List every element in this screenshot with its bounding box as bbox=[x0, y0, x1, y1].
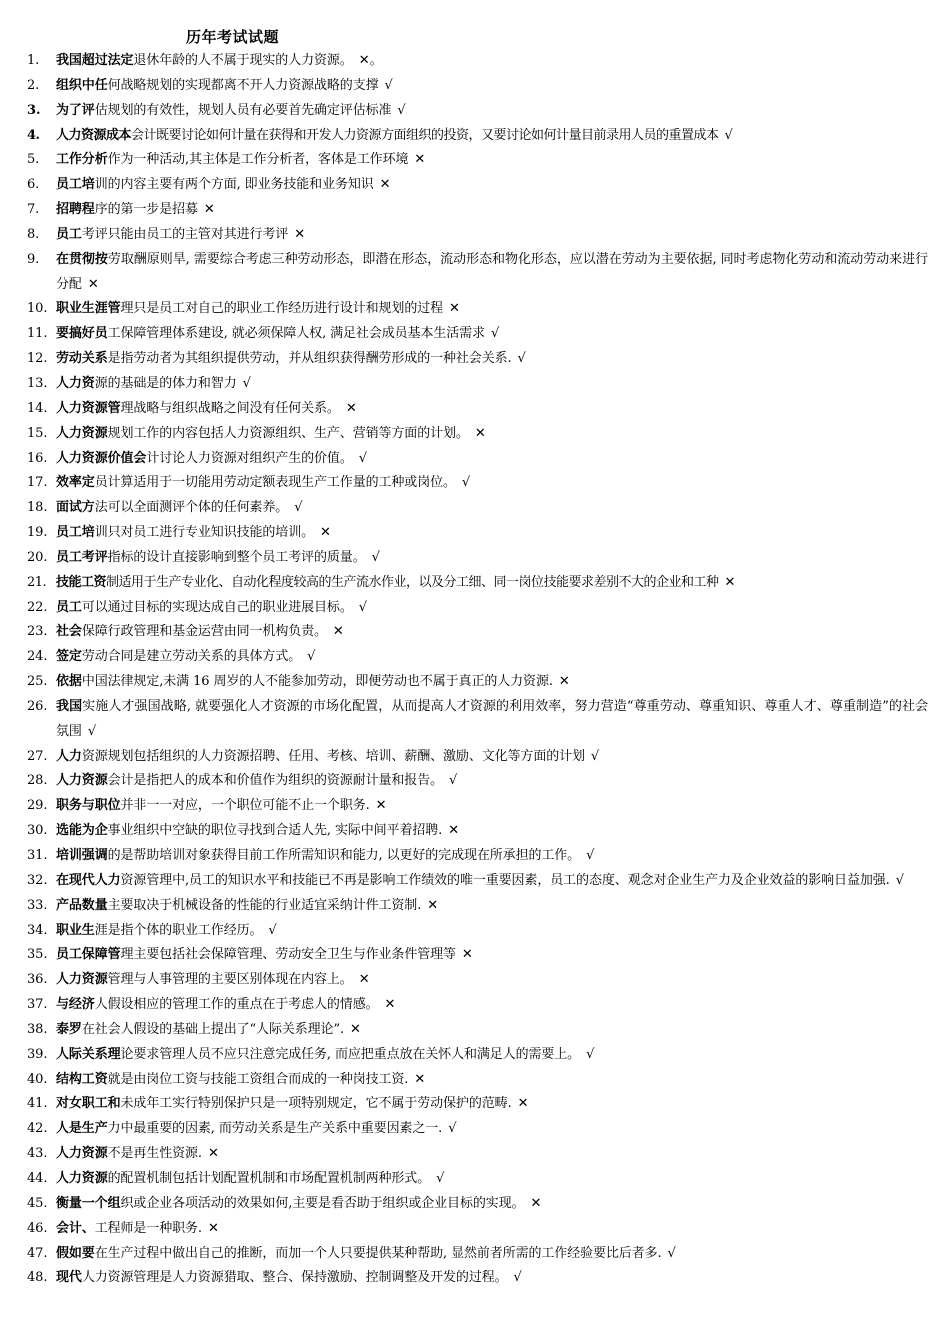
item-keyword: 要搞好员 bbox=[56, 326, 108, 342]
item-keyword: 员工 bbox=[56, 226, 82, 242]
item-text: 会计是指把人的成本和价值作为组织的资源耐计量和报告。 bbox=[107, 773, 444, 789]
list-item bbox=[0, 1217, 950, 1242]
cross-mark-icon: ✕ bbox=[384, 997, 396, 1013]
check-mark-icon: √ bbox=[517, 351, 526, 367]
item-keyword: 人力资源 bbox=[56, 1170, 108, 1186]
item-number: 17. bbox=[27, 475, 48, 491]
item-number: 18. bbox=[27, 500, 48, 516]
question-list bbox=[0, 49, 950, 1291]
item-text: 估规划的有效性，规划人员有必要首先确定评估标准 bbox=[94, 102, 392, 118]
list-item bbox=[0, 372, 950, 397]
check-mark-icon: √ bbox=[436, 1170, 445, 1186]
item-number: 19. bbox=[27, 525, 48, 541]
check-mark-icon: √ bbox=[490, 326, 500, 342]
item-number: 35. bbox=[27, 947, 48, 963]
item-text: 资源规划包括组织的人力资源招聘、任用、考核、培训、薪酬、激励、文化等方面的计划 bbox=[81, 748, 585, 764]
item-keyword: 社会 bbox=[56, 624, 82, 640]
list-item bbox=[0, 670, 950, 695]
check-mark-icon: √ bbox=[371, 549, 380, 565]
check-mark-icon: √ bbox=[461, 475, 471, 491]
item-keyword: 选能为企 bbox=[56, 823, 108, 839]
item-keyword: 衡量一个组 bbox=[56, 1195, 121, 1211]
item-text: 规划工作的内容包括人力资源组织、生产、营销等方面的计划。 bbox=[107, 425, 469, 441]
list-item bbox=[0, 1018, 950, 1043]
cross-mark-icon: ✕ bbox=[375, 798, 387, 814]
item-text: 劳动合同是建立劳动关系的具体方式。 bbox=[81, 649, 302, 665]
item-number: 4. bbox=[27, 127, 40, 143]
cross-mark-icon: ✕ bbox=[427, 897, 439, 913]
item-keyword: 技能工资 bbox=[56, 574, 107, 590]
list-item bbox=[0, 1043, 950, 1068]
item-keyword: 依据 bbox=[56, 674, 82, 690]
item-keyword: 假如要 bbox=[56, 1245, 95, 1261]
check-mark-icon: √ bbox=[586, 848, 595, 863]
item-keyword: 员工 bbox=[56, 599, 82, 615]
check-mark-icon: √ bbox=[87, 723, 96, 739]
item-keyword: 泰罗 bbox=[56, 1021, 82, 1037]
item-text: 就是由岗位工资与技能工资组合而成的一种岗技工资. bbox=[107, 1071, 409, 1087]
list-item bbox=[0, 919, 950, 944]
item-keyword: 组织中任 bbox=[56, 77, 108, 93]
check-mark-icon: √ bbox=[358, 450, 367, 466]
cross-mark-icon: ✕ bbox=[449, 301, 460, 317]
list-item bbox=[0, 968, 950, 993]
item-text: 指标的设计直接影响到整个员工考评的质量。 bbox=[107, 549, 366, 565]
item-keyword: 人力资源成本 bbox=[56, 127, 132, 143]
item-number: 29. bbox=[27, 798, 48, 814]
item-text: 可以通过目标的实现达成自己的职业进展目标。 bbox=[81, 599, 353, 615]
item-text: 的是帮助培训对象获得目前工作所需知识和能力, 以更好的完成现在所承担的工作。 bbox=[107, 848, 581, 863]
item-number: 34. bbox=[27, 922, 48, 938]
item-text: 未成年工实行特别保护只是一项特别规定，它不属于劳动保护的范畴. bbox=[120, 1096, 512, 1112]
list-item bbox=[0, 1242, 950, 1267]
item-number: 13. bbox=[27, 375, 48, 391]
item-keyword: 人力 bbox=[56, 748, 82, 764]
list-item bbox=[0, 1192, 950, 1217]
check-mark-icon: √ bbox=[724, 127, 733, 143]
item-number: 27. bbox=[27, 748, 48, 764]
list-item bbox=[0, 571, 950, 596]
item-keyword: 产品数量 bbox=[56, 897, 108, 913]
item-number: 38. bbox=[27, 1021, 48, 1037]
item-keyword: 人力资源 bbox=[56, 1146, 108, 1162]
list-item bbox=[0, 1142, 950, 1167]
list-item bbox=[0, 769, 950, 794]
item-text: 并非一一对应，一个职位可能不止一个职务. bbox=[120, 798, 370, 814]
item-number: 30. bbox=[27, 823, 48, 839]
list-item bbox=[0, 99, 950, 124]
list-item bbox=[0, 620, 950, 645]
item-number: 44. bbox=[27, 1170, 48, 1186]
item-keyword: 我国超过法定 bbox=[56, 53, 134, 68]
cross-mark-icon: ✕ bbox=[345, 400, 357, 416]
item-text: 员计算适用于一切能用劳动定额表现生产工作量的工种或岗位。 bbox=[94, 475, 456, 491]
item-number: 5. bbox=[27, 152, 40, 168]
item-text: 制适用于生产专业化、自动化程度较高的生产流水作业，以及分工细、同一岗位技能要求差别不大的企业和工种 bbox=[106, 574, 719, 590]
list-item bbox=[0, 124, 950, 149]
item-number: 26. bbox=[27, 698, 48, 714]
item-text: 源的基础是的体力和智力 bbox=[94, 375, 237, 391]
item-text: 理战略与组织战略之间没有任何关系。 bbox=[120, 400, 340, 416]
item-number: 41. bbox=[27, 1096, 48, 1112]
item-text: 实施人才强国战略, 就要强化人才资源的市场化配置，从而提高人才资源的利用效率，努力营造“尊重劳动、尊重知识、尊重人才、尊重制造”的社会氛围 bbox=[56, 698, 928, 739]
list-item bbox=[0, 546, 950, 571]
item-text: 织或企业各项活动的效果如何,主要是看否助于组织或企业目标的实现。 bbox=[120, 1195, 525, 1211]
item-text: 法可以全面测评个体的任何素养。 bbox=[94, 500, 289, 516]
item-number: 1. bbox=[27, 53, 40, 68]
item-text: 主要取决于机械设备的性能的行业适宜采纳计件工资制. bbox=[107, 897, 422, 913]
item-number: 33. bbox=[27, 897, 48, 913]
item-text: 训的内容主要有两个方面, 即业务技能和业务知识 bbox=[94, 177, 374, 193]
item-text: 人力资源管理是人力资源猎取、整合、保持激励、控制调整及开发的过程。 bbox=[81, 1270, 508, 1286]
cross-mark-icon: ✕ bbox=[461, 947, 473, 963]
item-number: 21. bbox=[27, 574, 47, 590]
item-number: 23. bbox=[27, 624, 48, 640]
item-text: 在社会人假设的基础上提出了“人际关系理论”. bbox=[81, 1021, 345, 1037]
item-keyword: 我国 bbox=[56, 698, 83, 714]
item-number: 28. bbox=[27, 773, 48, 789]
item-keyword: 人力资源 bbox=[56, 773, 108, 789]
item-number: 3. bbox=[27, 102, 41, 118]
list-item bbox=[0, 819, 950, 844]
cross-mark-icon: ✕ bbox=[558, 674, 570, 690]
cross-mark-icon: ✕。 bbox=[358, 53, 383, 68]
cross-mark-icon: ✕ bbox=[724, 574, 735, 590]
item-text: 力中最重要的因素, 而劳动关系是生产关系中重要因素之一. bbox=[107, 1121, 443, 1137]
list-item bbox=[0, 521, 950, 546]
list-item bbox=[0, 347, 950, 372]
item-number: 15. bbox=[27, 425, 48, 441]
item-keyword: 职业生 bbox=[56, 922, 95, 938]
list-item bbox=[0, 745, 950, 770]
list-item bbox=[0, 695, 950, 745]
item-keyword: 人力资源管 bbox=[56, 400, 121, 416]
item-keyword: 员工培 bbox=[56, 177, 95, 193]
item-text: 劳取酬原则旱, 需要综合考虑三种劳动形态，即潜在形态，流动形态和物化形态，应以潜在劳动为主要依据, 同时考虑物化劳动和流动劳动来进行分配 bbox=[56, 251, 928, 292]
page-title: 历年考试试题 bbox=[186, 28, 280, 46]
item-number: 36. bbox=[27, 972, 48, 988]
item-text: 保障行政管理和基金运营由同一机构负责。 bbox=[81, 624, 327, 640]
list-item bbox=[0, 422, 950, 447]
check-mark-icon: √ bbox=[449, 773, 458, 789]
item-keyword: 员工培 bbox=[56, 525, 95, 541]
item-text: 论要求管理人员不应只注意完成任务, 而应把重点放在关怀人和满足人的需要上。 bbox=[120, 1046, 581, 1062]
item-text: 退休年龄的人不属于现实的人力资源。 bbox=[133, 53, 353, 68]
item-keyword: 招聘程 bbox=[56, 202, 95, 218]
cross-mark-icon: ✕ bbox=[350, 1021, 361, 1037]
item-keyword: 人力资源 bbox=[56, 972, 108, 988]
item-keyword: 人是生产 bbox=[56, 1121, 108, 1137]
list-item bbox=[0, 645, 950, 670]
cross-mark-icon: ✕ bbox=[203, 202, 215, 218]
item-text: 计讨论人力资源对组织产生的价值。 bbox=[146, 450, 353, 466]
list-item bbox=[0, 1266, 950, 1291]
check-mark-icon: √ bbox=[307, 649, 316, 665]
item-keyword: 与经济 bbox=[56, 997, 95, 1013]
item-text: 工保障管理体系建设, 就必须保障人权, 满足社会成员基本生活需求 bbox=[107, 326, 485, 342]
item-number: 10. bbox=[27, 301, 48, 317]
item-text: 的配置机制包括计划配置机制和市场配置机制两种形式。 bbox=[107, 1170, 431, 1186]
item-text: 中国法律规定,未满 16 周岁的人不能参加劳动，即便劳动也不属于真正的人力资源. bbox=[81, 674, 553, 690]
item-keyword: 职务与职位 bbox=[56, 798, 121, 814]
item-number: 42. bbox=[27, 1121, 48, 1137]
check-mark-icon: √ bbox=[895, 872, 904, 888]
cross-mark-icon: ✕ bbox=[207, 1146, 219, 1162]
cross-mark-icon: ✕ bbox=[358, 972, 370, 988]
cross-mark-icon: ✕ bbox=[530, 1195, 542, 1211]
list-item bbox=[0, 993, 950, 1018]
item-keyword: 在现代人力 bbox=[56, 872, 121, 888]
item-number: 12. bbox=[27, 351, 48, 367]
item-text: 训只对员工进行专业知识技能的培训。 bbox=[94, 525, 315, 541]
item-text: 管理与人事管理的主要区别体现在内容上。 bbox=[107, 972, 353, 988]
item-text: 在生产过程中做出自己的推断，而加一个人只要提供某种帮助, 显然前者所需的工作经验要比后者多. bbox=[94, 1245, 662, 1261]
item-keyword: 效率定 bbox=[56, 475, 95, 491]
list-item bbox=[0, 322, 950, 347]
check-mark-icon: √ bbox=[358, 599, 367, 615]
item-keyword: 人力资源 bbox=[56, 425, 108, 441]
item-keyword: 对女职工和 bbox=[56, 1096, 121, 1112]
list-item bbox=[0, 596, 950, 621]
list-item bbox=[0, 794, 950, 819]
item-text: 序的第一步是招募 bbox=[94, 202, 198, 218]
check-mark-icon: √ bbox=[384, 77, 393, 93]
list-item bbox=[0, 1068, 950, 1093]
check-mark-icon: √ bbox=[448, 1121, 457, 1137]
item-number: 2. bbox=[27, 77, 40, 93]
cross-mark-icon: ✕ bbox=[332, 624, 344, 640]
list-item bbox=[0, 496, 950, 521]
cross-mark-icon: ✕ bbox=[448, 823, 460, 839]
item-number: 9. bbox=[27, 251, 40, 267]
cross-mark-icon: ✕ bbox=[379, 177, 391, 193]
item-keyword: 结构工资 bbox=[56, 1071, 108, 1087]
item-number: 46. bbox=[27, 1220, 48, 1236]
item-text: 不是再生性资源. bbox=[107, 1146, 202, 1162]
item-text: 理只是员工对自己的职业工作经历进行设计和规划的过程 bbox=[120, 301, 444, 317]
item-number: 45. bbox=[27, 1195, 48, 1211]
list-item bbox=[0, 894, 950, 919]
list-item bbox=[0, 844, 950, 869]
item-number: 6. bbox=[27, 177, 40, 193]
list-item bbox=[0, 74, 950, 99]
cross-mark-icon: ✕ bbox=[517, 1096, 529, 1112]
list-item bbox=[0, 297, 950, 322]
check-mark-icon: √ bbox=[590, 748, 600, 764]
check-mark-icon: √ bbox=[294, 500, 303, 516]
item-text: 是指劳动者为其组织提供劳动，并从组织获得酬劳形成的一种社会关系. bbox=[107, 351, 512, 367]
item-number: 37. bbox=[27, 997, 48, 1013]
list-item bbox=[0, 471, 950, 496]
item-number: 25. bbox=[27, 674, 48, 690]
list-item bbox=[0, 869, 950, 894]
cross-mark-icon: ✕ bbox=[414, 152, 426, 168]
item-text: 作为一种活动,其主体是工作分析者，客体是工作环境 bbox=[107, 152, 409, 168]
check-mark-icon: √ bbox=[268, 922, 277, 938]
item-number: 8. bbox=[27, 226, 40, 242]
check-mark-icon: √ bbox=[513, 1270, 522, 1286]
item-keyword: 员工保障管 bbox=[56, 947, 121, 963]
item-keyword: 会计、 bbox=[56, 1220, 95, 1236]
list-item bbox=[0, 148, 950, 173]
list-item bbox=[0, 943, 950, 968]
list-item bbox=[0, 173, 950, 198]
item-text: 理主要包括社会保障管理、劳动安全卫生与作业条件管理等 bbox=[120, 947, 456, 963]
item-keyword: 人际关系理 bbox=[56, 1046, 121, 1062]
list-item bbox=[0, 447, 950, 472]
item-keyword: 为了评 bbox=[56, 102, 95, 118]
item-keyword: 签定 bbox=[56, 649, 82, 665]
item-number: 47. bbox=[27, 1245, 48, 1261]
cross-mark-icon: ✕ bbox=[294, 226, 306, 242]
list-item bbox=[0, 397, 950, 422]
item-keyword: 人力资 bbox=[56, 375, 95, 391]
list-item bbox=[0, 223, 950, 248]
item-number: 31. bbox=[27, 848, 48, 863]
item-number: 24. bbox=[27, 649, 48, 665]
check-mark-icon: √ bbox=[586, 1046, 595, 1062]
item-number: 14. bbox=[27, 400, 48, 416]
item-text: 涯是指个体的职业工作经历。 bbox=[94, 922, 263, 938]
item-keyword: 人力资源价值会 bbox=[56, 450, 147, 466]
list-item bbox=[0, 248, 950, 298]
item-number: 39. bbox=[27, 1046, 48, 1062]
list-item bbox=[0, 198, 950, 223]
check-mark-icon: √ bbox=[242, 375, 251, 391]
cross-mark-icon: ✕ bbox=[87, 276, 99, 292]
item-number: 7. bbox=[27, 202, 40, 218]
item-number: 48. bbox=[27, 1270, 48, 1286]
item-text: 工程师是一种职务. bbox=[94, 1220, 202, 1236]
item-keyword: 员工考评 bbox=[56, 549, 108, 565]
item-text: 会计既要讨论如何计量在获得和开发人力资源方面组织的投资，又要讨论如何计量目前录用人员的重置成本 bbox=[131, 127, 719, 143]
list-item bbox=[0, 1117, 950, 1142]
item-number: 11. bbox=[27, 326, 48, 342]
item-text: 事业组织中空缺的职位寻找到合适人先, 实际中间平着招聘. bbox=[107, 823, 443, 839]
check-mark-icon: √ bbox=[667, 1245, 676, 1261]
cross-mark-icon: ✕ bbox=[207, 1220, 219, 1236]
item-text: 人假设相应的管理工作的重点在于考虑人的情感。 bbox=[94, 997, 379, 1013]
cross-mark-icon: ✕ bbox=[474, 425, 486, 441]
item-text: 资源管理中,员工的知识水平和技能已不再是影响工作绩效的唯一重要因素，员工的态度、观念对企业生产力及企业效益的影响日益加强. bbox=[120, 872, 890, 888]
cross-mark-icon: ✕ bbox=[414, 1071, 426, 1087]
item-number: 22. bbox=[27, 599, 48, 615]
item-number: 40. bbox=[27, 1071, 48, 1087]
cross-mark-icon: ✕ bbox=[320, 525, 331, 541]
list-item bbox=[0, 1092, 950, 1117]
list-item bbox=[0, 1167, 950, 1192]
item-keyword: 劳动关系 bbox=[56, 351, 108, 367]
item-keyword: 面试方 bbox=[56, 500, 95, 516]
item-number: 43. bbox=[27, 1146, 48, 1162]
list-item bbox=[0, 49, 950, 74]
item-text: 考评只能由员工的主管对其进行考评 bbox=[81, 226, 289, 242]
item-keyword: 工作分析 bbox=[56, 152, 108, 168]
item-keyword: 职业生涯管 bbox=[56, 301, 121, 317]
item-keyword: 现代 bbox=[56, 1270, 82, 1286]
item-text: 何战略规划的实现都离不开人力资源战略的支撑 bbox=[107, 77, 379, 93]
item-keyword: 在贯彻按 bbox=[56, 251, 108, 267]
check-mark-icon: √ bbox=[397, 102, 406, 118]
item-number: 20. bbox=[27, 549, 48, 565]
item-keyword: 培训强调 bbox=[56, 848, 108, 863]
item-number: 16. bbox=[27, 450, 48, 466]
item-number: 32. bbox=[27, 872, 48, 888]
